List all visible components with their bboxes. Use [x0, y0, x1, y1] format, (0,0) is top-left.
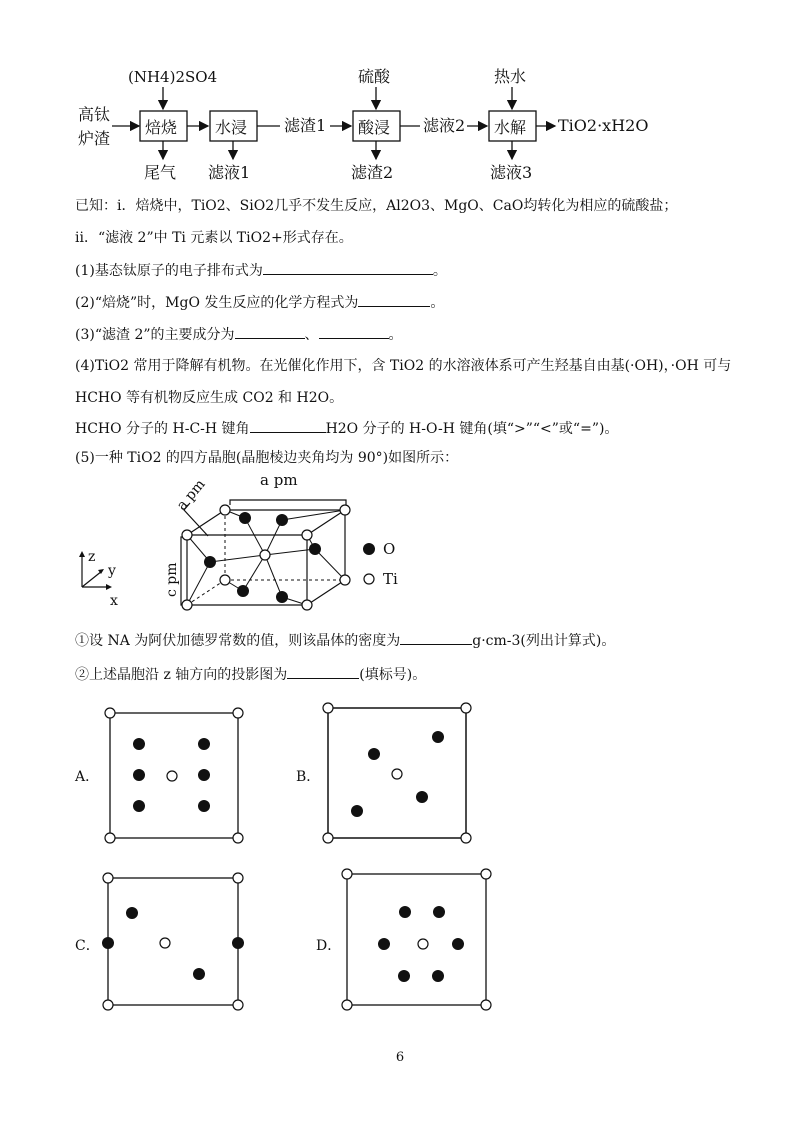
question-3: (3)“滤渣 2”的主要成分为 、 。 [75, 324, 403, 345]
question-4a: (4)TiO2 常用于降解有机物。在光催化作用下，含 TiO2 的水溶液体系可产生羟基自由基(·OH)，·OH 可与 [75, 358, 732, 374]
page-number: 6 [395, 1050, 405, 1065]
box-roasting-label: 焙烧 [145, 118, 178, 137]
option-a-figure [100, 705, 250, 845]
option-c-figure [98, 870, 248, 1012]
a-pm-side-label: a pm [173, 476, 209, 514]
out-filtrate-1: 滤液1 [208, 163, 251, 182]
reagent-hot-water: 热水 [494, 67, 527, 86]
mid-filtrate-2: 滤液2 [423, 116, 466, 135]
known-i: 已知：i．焙烧中，TiO2、SiO2几乎不发生反应，Al2O3、MgO、CaO均转化为相应的硫酸盐； [75, 198, 678, 214]
start-line2: 炉渣 [78, 129, 111, 148]
mid-residue-1: 滤渣1 [284, 116, 327, 135]
legend-ti: Ti [383, 570, 398, 588]
option-a-label: A． [75, 769, 100, 785]
question-4c: HCHO 分子的 H-C-H 键角 H2O 分子的 H-O-H 键角(填“>”“<”或“=”)。 [75, 418, 618, 439]
out-tail-gas: 尾气 [144, 163, 177, 182]
out-filtrate-3: 滤液3 [490, 163, 533, 182]
question-2: (2)“焙烧”时，MgO 发生反应的化学方程式为 。 [75, 292, 444, 313]
question-4b: HCHO 等有机物反应生成 CO2 和 H2O。 [75, 390, 344, 406]
question-5-1: ①设 NA 为阿伏加德罗常数的值，则该晶体的密度为 g·cm-3(列出计算式)。 [75, 630, 615, 651]
box-water-leach-label: 水浸 [215, 118, 248, 137]
reagent-ammonium-sulfate: (NH4)2SO4 [128, 68, 218, 86]
a-pm-top-label: a pm [260, 471, 298, 489]
known-ii: ii．“滤液 2”中 Ti 元素以 TiO2+形式存在。 [75, 230, 353, 246]
box-acid-leach-label: 酸浸 [358, 118, 391, 137]
box-hydrolysis-label: 水解 [494, 118, 527, 137]
option-d-figure [337, 866, 497, 1012]
axis-x: x [110, 593, 118, 609]
c-pm-label: c pm [164, 562, 180, 597]
question-5-2: ②上述晶胞沿 z 轴方向的投影图为 (填标号)。 [75, 664, 426, 685]
legend-o: O [383, 540, 396, 558]
legend-o-icon [363, 543, 375, 555]
out-residue-2: 滤渣2 [351, 163, 394, 182]
question-1: (1)基态钛原子的电子排布式为 。 [75, 260, 447, 281]
process-flowchart [0, 0, 800, 190]
axis-y: y [108, 563, 116, 579]
option-c-label: C． [75, 938, 100, 954]
axis-icon [82, 553, 110, 587]
product-tio2: TiO2·xH2O [558, 116, 649, 135]
option-b-figure [318, 700, 478, 845]
crystal-cell-figure [60, 465, 420, 625]
question-5: (5)一种 TiO2 的四方晶胞(晶胞棱边夹角均为 90°)如图所示： [75, 450, 459, 466]
start-line1: 高钛 [78, 105, 111, 124]
legend-ti-icon [364, 574, 374, 584]
option-b-label: B． [296, 769, 321, 785]
axis-z: z [88, 549, 96, 565]
reagent-sulfuric-acid: 硫酸 [358, 67, 391, 86]
option-d-label: D． [316, 938, 342, 954]
